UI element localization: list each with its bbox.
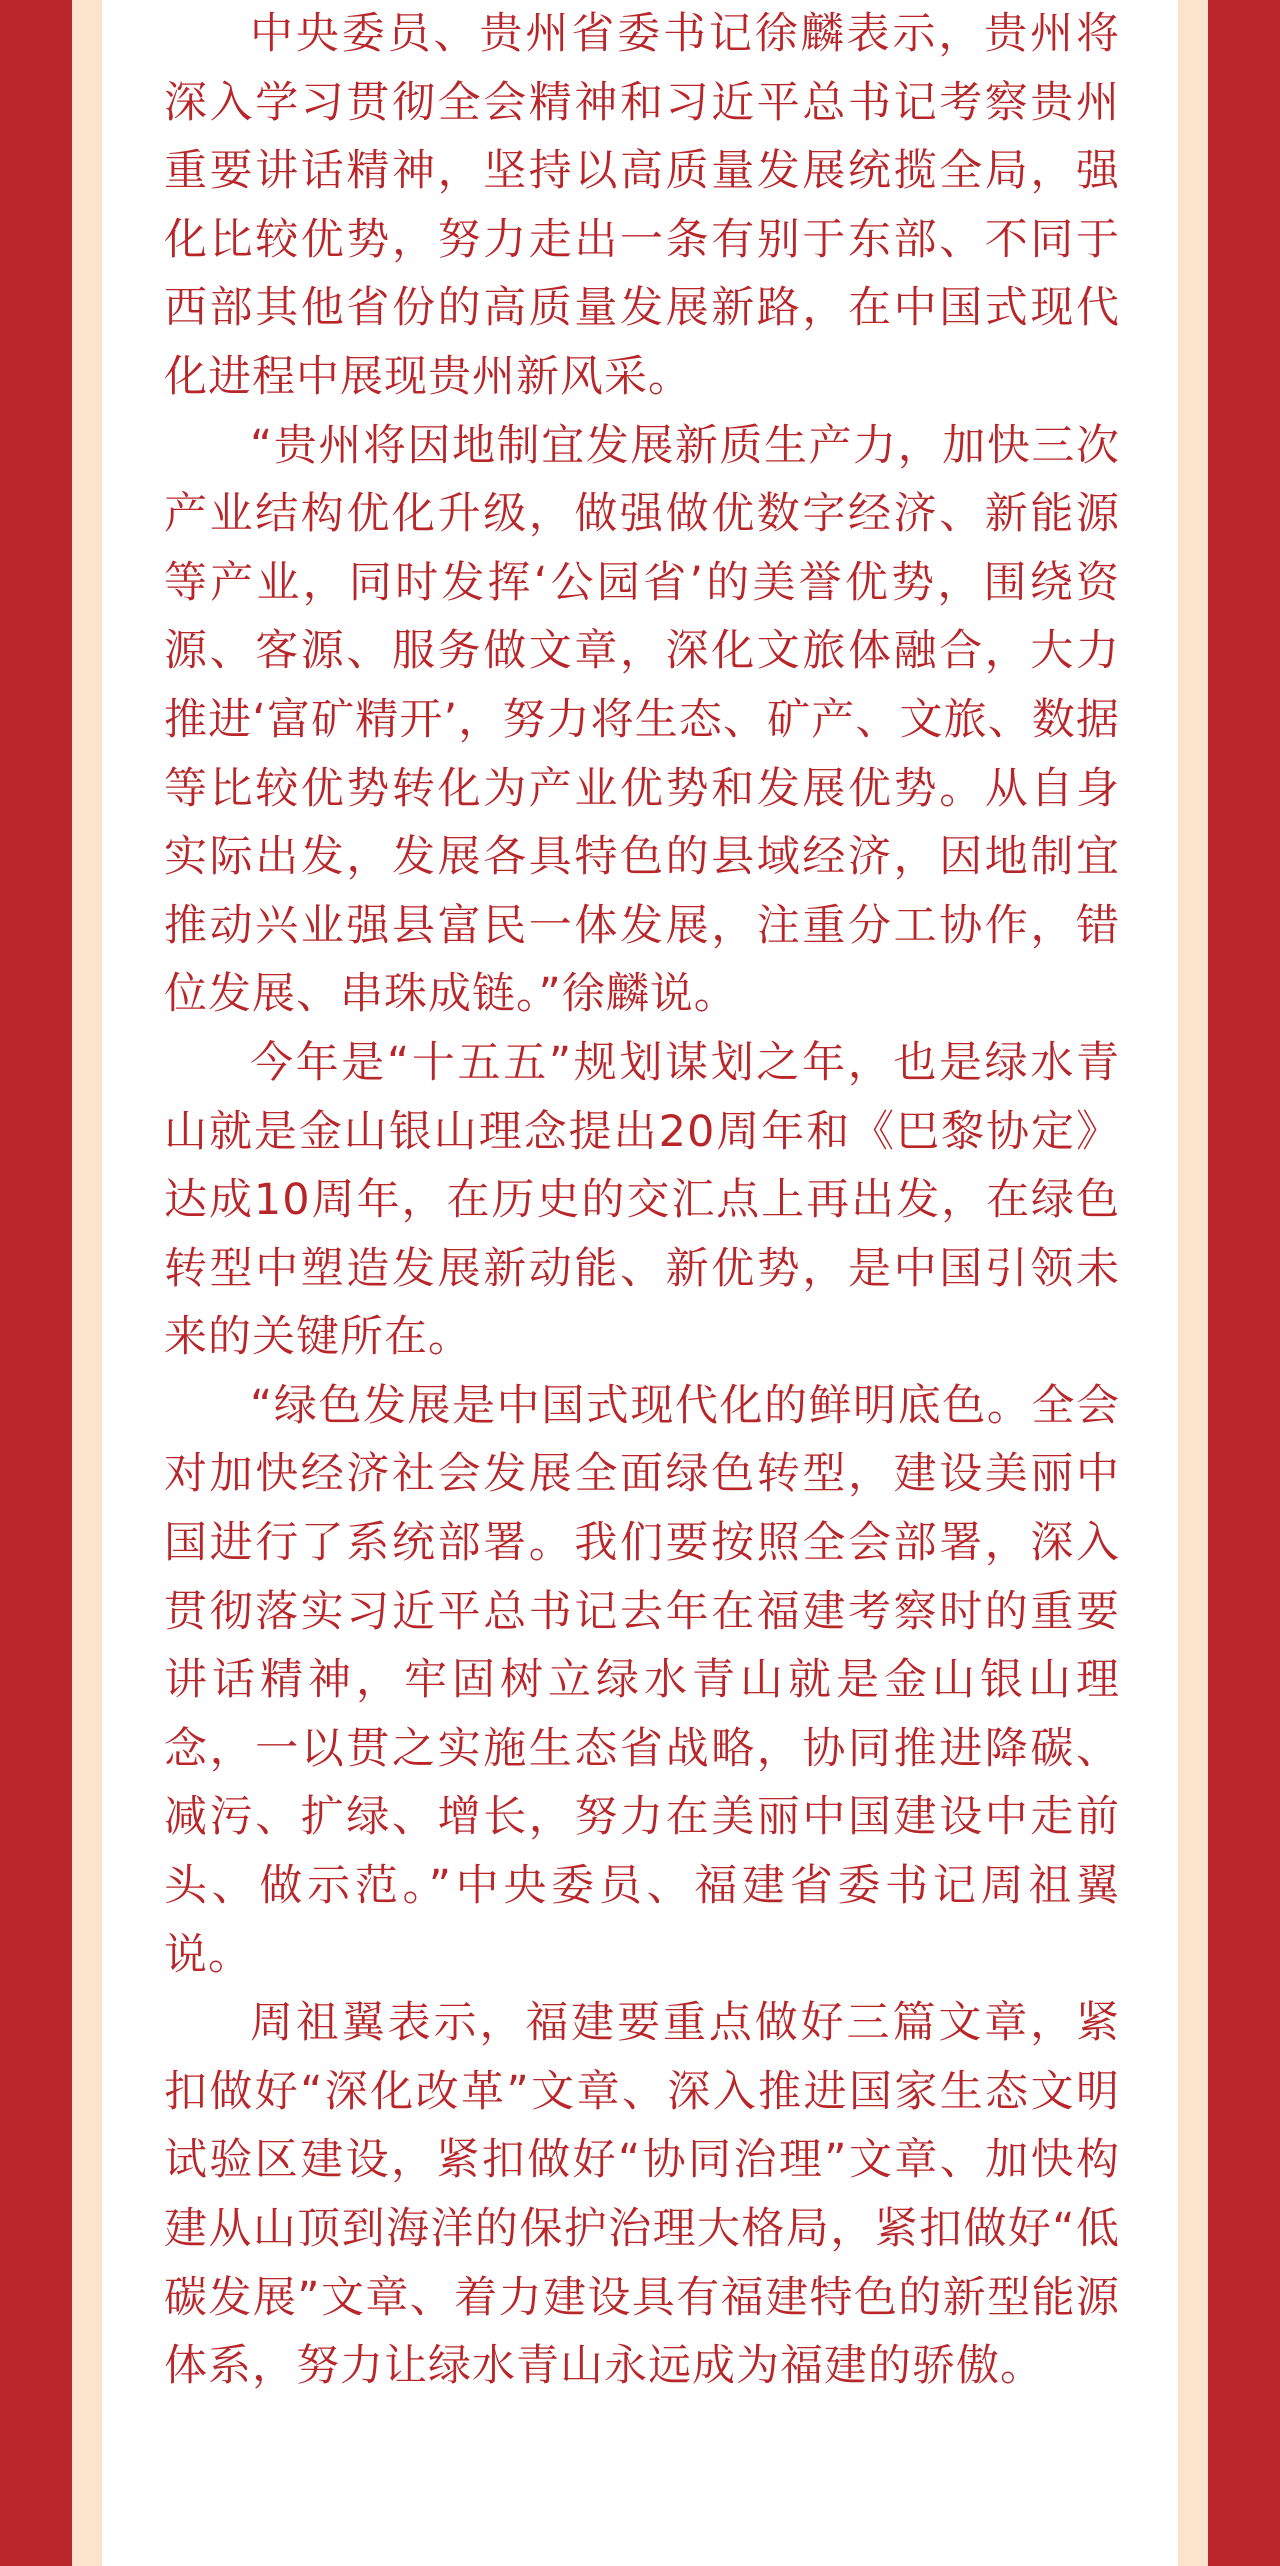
article-paragraph: 中央委员、贵州省委书记徐麟表示，贵州将深入学习贯彻全会精神和习近平总书记考察贵州重要讲话精神，坚持以高质量发展统揽全局，强化比较优势，努力走出一条有别于东部、不同于西部其他省份的高质量发展新路，在中国式现代化进程中展现贵州新风采。 (164, 9, 1120, 402)
article-paragraph: 今年是“十五五”规划谋划之年，也是绿水青山就是金山银山理念提出20周年和《巴黎协定》达成10周年，在历史的交汇点上再出发，在绿色转型中塑造发展新动能、新优势，是中国引领未来的关键所在。 (164, 1037, 1120, 1363)
article-paragraph: 周祖翼表示，福建要重点做好三篇文章，紧扣做好“深化改革”文章、深入推进国家生态文明试验区建设，紧扣做好“协同治理”文章、加快构建从山顶到海洋的保护治理大格局，紧扣做好“低碳发展”文章、着力建设具有福建特色的新型能源体系，努力让绿水青山永远成为福建的骄傲。 (164, 1998, 1120, 2392)
article-paragraph: “绿色发展是中国式现代化的鲜明底色。全会对加快经济社会发展全面绿色转型，建设美丽中国进行了系统部署。我们要按照全会部署，深入贯彻落实习近平总书记去年在福建考察时的重要讲话精神，牢固树立绿水青山就是金山银山理念，一以贯之实施生态省战略，协同推进降碳、减污、扩绿、增长，努力在美丽中国建设中走前头、做示范。”中央委员、福建省委书记周祖翼说。 (164, 1380, 1120, 1980)
article-paragraph: “贵州将因地制宜发展新质生产力，加快三次产业结构优化升级，做强做优数字经济、新能源等产业，同时发挥‘公园省’的美誉优势，围绕资源、客源、服务做文章，深化文旅体融合，大力推进‘富矿精开’，努力将生态、矿产、文旅、数据等比较优势转化为产业优势和发展优势。从自身实际出发，发展各具特色的县域经济，因地制宜推动兴业强县富民一体发展，注重分工协作，错位发展、串珠成链。”徐麟说。 (164, 420, 1120, 1020)
article-body (164, 0, 1120, 2401)
right-decorative-border (1178, 0, 1208, 2566)
article-page (102, 0, 1178, 2566)
left-decorative-border (72, 0, 102, 2566)
